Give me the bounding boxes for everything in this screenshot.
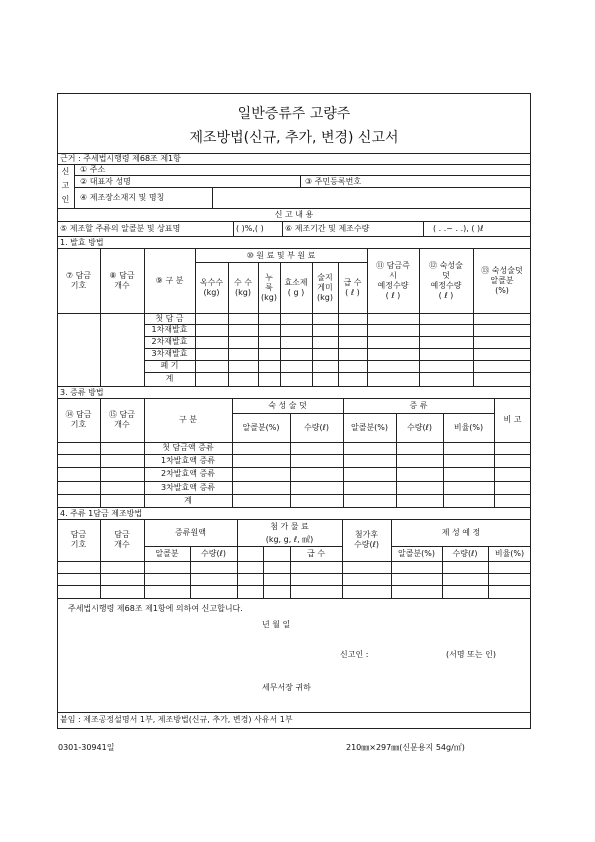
s3-header-symbol: ⑭ 담금 기호: [65, 410, 92, 429]
s4-header-count: 담금 개수: [114, 530, 130, 549]
rule: [57, 585, 531, 586]
attachment-note: 붙임 : 제조공정설명서 1부, 제조방법(신규, 추가, 변경) 사유서 1부: [60, 715, 293, 724]
s1-header-water: 급 수 ( ℓ ): [343, 277, 362, 297]
alcohol-label: ⑤ 제조할 주류의 알콜분 및 상표명: [60, 224, 181, 233]
s3-header-ratio: 비율(%): [453, 422, 484, 432]
s1-row-label: 3차재발효: [151, 349, 188, 358]
rule: [423, 221, 424, 236]
s3-header-count: ⑮ 담금 개수: [109, 410, 135, 429]
s1-header-corn: 옥수수 (kg): [199, 277, 224, 297]
s3-row-label: 1차발효액 증류: [160, 455, 215, 465]
s1-header-count: ⑧ 담금 개수: [109, 270, 135, 290]
side-char: 신: [61, 167, 70, 176]
addressee: 세무서장 귀하: [262, 683, 311, 692]
location-label: ④ 제조장소재지 및 명칭: [80, 193, 165, 202]
s1-header-materials: ⑩ 원 료 및 부 원 료: [246, 250, 316, 260]
period-value: ( . .~ . .), ( )ℓ: [433, 224, 484, 233]
s4-header-symbol: 담금 기호: [70, 530, 87, 549]
rule: [57, 481, 531, 482]
form-title-line2: 제조방법(신규, 추가, 변경) 신고서: [189, 130, 399, 146]
rule: [57, 454, 531, 455]
rule: [74, 187, 531, 188]
s3-header-aged-mash: 숙 성 술 덧: [268, 401, 307, 410]
s1-header-lees: 술지 게미 (kg): [317, 272, 333, 302]
signature-label: (서명 또는 인): [446, 650, 496, 659]
s3-row-label: 2차발효액 증류: [160, 469, 215, 478]
s1-header-sorghum: 수 수 (kg): [234, 277, 252, 297]
rule: [57, 494, 531, 495]
alcohol-value: ( )%,( ): [236, 224, 264, 233]
s1-row-label: 폐 기: [160, 361, 179, 370]
s1-row-label: 2차재발효: [151, 337, 188, 346]
rule: [57, 573, 531, 574]
s1-header-division: ⑨ 구 분: [155, 275, 184, 285]
rule: [57, 467, 531, 468]
report-content-header: 신 고 내 용: [274, 209, 314, 219]
s4-header-planned-ratio: 비율(%): [494, 548, 525, 558]
rule: [57, 386, 531, 387]
s3-header-quantity-2: 수량(ℓ): [406, 422, 432, 432]
s3-header-alcohol-2: 알콜분(%): [350, 422, 389, 432]
rule: [57, 442, 531, 443]
rule: [57, 598, 531, 599]
section4-title: 4. 주류 1담금 제조방법: [60, 509, 143, 518]
s1-row-label: 첫 담 금: [155, 313, 184, 323]
s4-header-raw-alcohol: 알콜분: [155, 548, 179, 558]
rule: [282, 221, 283, 236]
s1-header-symbol: ⑦ 담금 기호: [65, 270, 92, 290]
rule: [57, 164, 531, 165]
s4-header-additive-units: (kg, g, ℓ, ㎖): [265, 534, 314, 544]
s1-header-alcohol: ⑬ 숙성술덧 알콜분 (%): [481, 265, 523, 295]
form-code: 0301-30941일: [58, 743, 115, 752]
s1-header-enzyme: 효소제 ( g ): [284, 277, 308, 297]
rule: [57, 561, 531, 562]
s4-header-planned: 제 성 예 정: [441, 527, 481, 537]
rule: [74, 164, 75, 208]
applicant-side-label: [57, 164, 74, 208]
representative-label: ② 대표자 성명: [80, 177, 131, 186]
s4-header-additives: 첨 가 물 료: [270, 521, 309, 531]
rule: [233, 221, 234, 236]
rule: [57, 221, 531, 222]
legal-basis: 근거 : 주세법시행령 제68조 제1항: [60, 154, 181, 163]
date-line: 년 월 일: [262, 620, 291, 629]
rule: [57, 313, 531, 314]
s4-header-after-qty: 첨가후 수량(ℓ): [353, 530, 379, 549]
rule: [300, 175, 301, 187]
rule: [212, 187, 213, 208]
s1-row-label: 계: [165, 374, 174, 383]
reporter-label: 신고인 :: [340, 650, 369, 659]
s4-header-planned-quantity: 수량(ℓ): [452, 548, 478, 558]
s3-header-division: 구 분: [179, 415, 197, 424]
s4-header-water: 급 수: [307, 548, 325, 558]
s1-header-nuruk: 누 룩 (kg): [261, 272, 277, 302]
s4-header-raw-spirit: 증류원액: [175, 527, 206, 537]
s4-header-planned-alcohol: 알콜분(%): [397, 548, 436, 558]
section3-title: 3. 증류 방법: [60, 388, 104, 397]
s3-header-distillation: 증 류: [409, 401, 428, 410]
side-char: 고: [61, 181, 70, 190]
form-title-line1: 일반증류주 고량주: [237, 106, 351, 122]
s1-row-label: 1차재발효: [151, 325, 188, 334]
s3-header-remarks: 비 고: [503, 415, 522, 424]
address-label: ① 주소: [80, 165, 106, 174]
rule: [57, 712, 531, 713]
s1-header-planned-mash: ⑪ 담금즉 시 예정수량 ( ℓ ): [376, 260, 410, 300]
rule: [74, 175, 531, 176]
s3-row-label: 계: [184, 495, 192, 505]
rule: [263, 546, 264, 598]
period-label: ⑥ 제조기간 및 제조수량: [285, 224, 370, 233]
s3-header-quantity: 수량(ℓ): [303, 422, 329, 432]
declaration-statement: 주세법시행령 제68조 제1항에 의하여 신고합니다.: [68, 604, 243, 613]
s3-row-label: 첫 담금액 증류: [162, 443, 214, 452]
resident-number-label: ③ 주민등록번호: [305, 177, 362, 186]
paper-spec: 210㎜×297㎜(신문용지 54g/㎡): [346, 743, 465, 752]
rule: [57, 507, 531, 508]
section1-title: 1. 발효 방법: [60, 238, 104, 247]
rule: [57, 236, 531, 237]
s1-header-planned-aged: ⑫ 숙성술 덧 예정수량 ( ℓ ): [429, 260, 463, 300]
side-char: 인: [61, 195, 70, 204]
s4-header-raw-quantity: 수량(ℓ): [200, 548, 226, 558]
s3-row-label: 3차발효액 증류: [160, 482, 215, 492]
s3-header-alcohol: 알콜분(%): [242, 422, 280, 432]
